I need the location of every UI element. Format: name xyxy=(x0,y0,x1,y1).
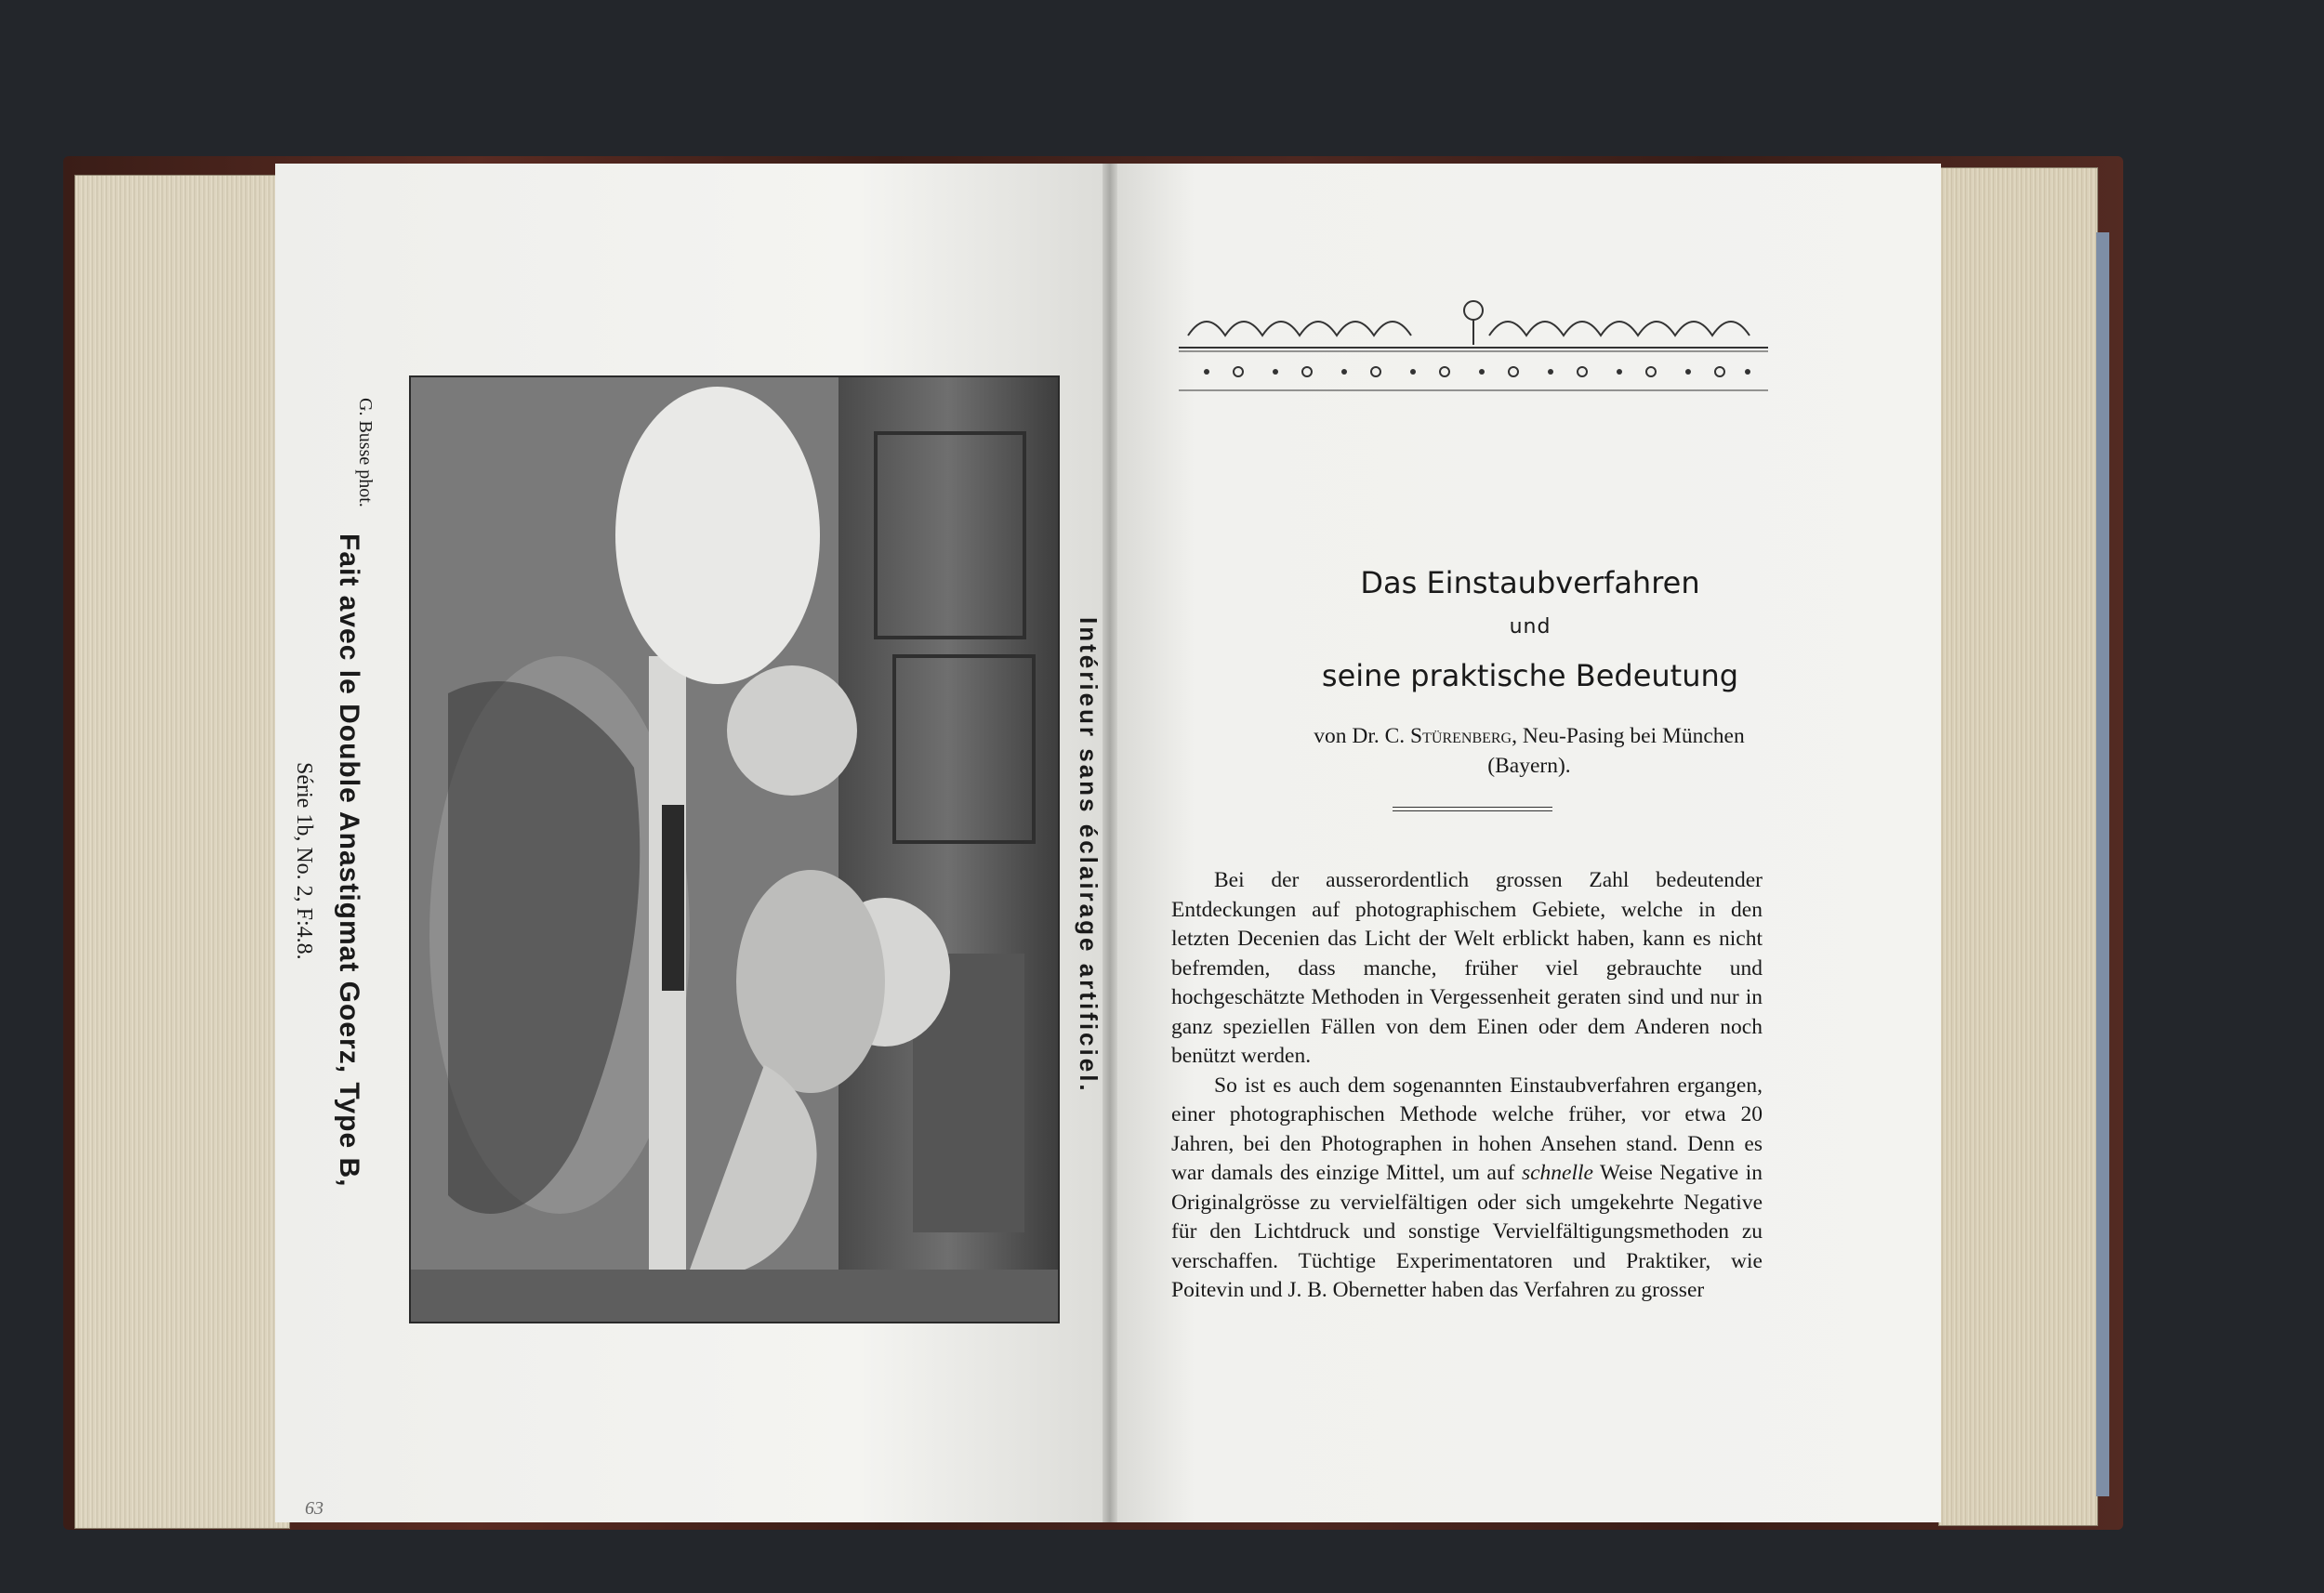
article-title-and: und xyxy=(1509,615,1552,639)
paragraph-2-part-a: So ist es auch dem sogenannten Einstaubverfahren ergangen, einer photographischen Methode welche früher, vor etwa 20 Jahren, bei den Photographen in hohen Ansehen stand. Denn es war damals des einzige Mittel, um auf xyxy=(1171,1073,1763,1185)
author-suffix: , Neu-Pasing bei München xyxy=(1512,724,1745,748)
book-gutter xyxy=(1103,164,1117,1522)
title-rule xyxy=(1393,807,1552,811)
photographer-credit: G. Busse phot. xyxy=(355,398,376,507)
photo-illustration xyxy=(411,377,1058,1322)
paragraph-2-part-b: Weise Negative in Originalgrösse zu vervielfältigen oder sich umgekehrte Negative für den Lichtdruck und sonstige Vervielfältigungsmethoden zu verschaffen. Tüchtige Experimentatoren und Praktiker, wie Poitevin und J. B. Obernetter haben das Verfahren zu grosser xyxy=(1171,1161,1763,1302)
article-body xyxy=(1171,866,1763,1306)
article-title-line1: Das Einstaubverfahren xyxy=(1360,565,1700,600)
ornament-header xyxy=(1179,294,1768,396)
paragraph-2 xyxy=(1171,1072,1763,1306)
plate-caption: Fait avec le Double Anastigmat Goerz, Type B, xyxy=(334,533,364,1188)
plate-title: Intérieur sans éclairage artificiel. xyxy=(1075,617,1103,1094)
page-number: 63 xyxy=(305,1498,324,1519)
page-edges-right xyxy=(1938,167,2098,1526)
paragraph-1: Bei der ausserordentlich grossen Zahl bedeutender Entdeckungen auf photographischem Gebiete, welche in den letzten Decenien das Licht der Welt erblickt haben, kann es nicht befremden, dass manche, früher viel gebrauchte und hochgeschätzte Methoden in Vergessenheit geraten sind und nur in ganz speziellen Fällen von dem Einen oder dem Anderen noch benützt werden. xyxy=(1171,868,1763,1068)
paragraph-2-italic: schnelle xyxy=(1521,1161,1593,1185)
author-location: (Bayern). xyxy=(1487,754,1571,778)
photo-plate xyxy=(409,375,1060,1323)
article-title-line2: seine praktische Bedeutung xyxy=(1321,658,1739,693)
flyleaf-strip xyxy=(2096,232,2109,1496)
author-name: Stürenberg xyxy=(1410,724,1512,748)
plate-subcaption: Série 1b, No. 2, F:4.8. xyxy=(292,762,316,960)
page-edges-left xyxy=(74,175,290,1529)
author-byline xyxy=(1208,721,1850,781)
author-prefix: von Dr. C. xyxy=(1314,724,1406,748)
